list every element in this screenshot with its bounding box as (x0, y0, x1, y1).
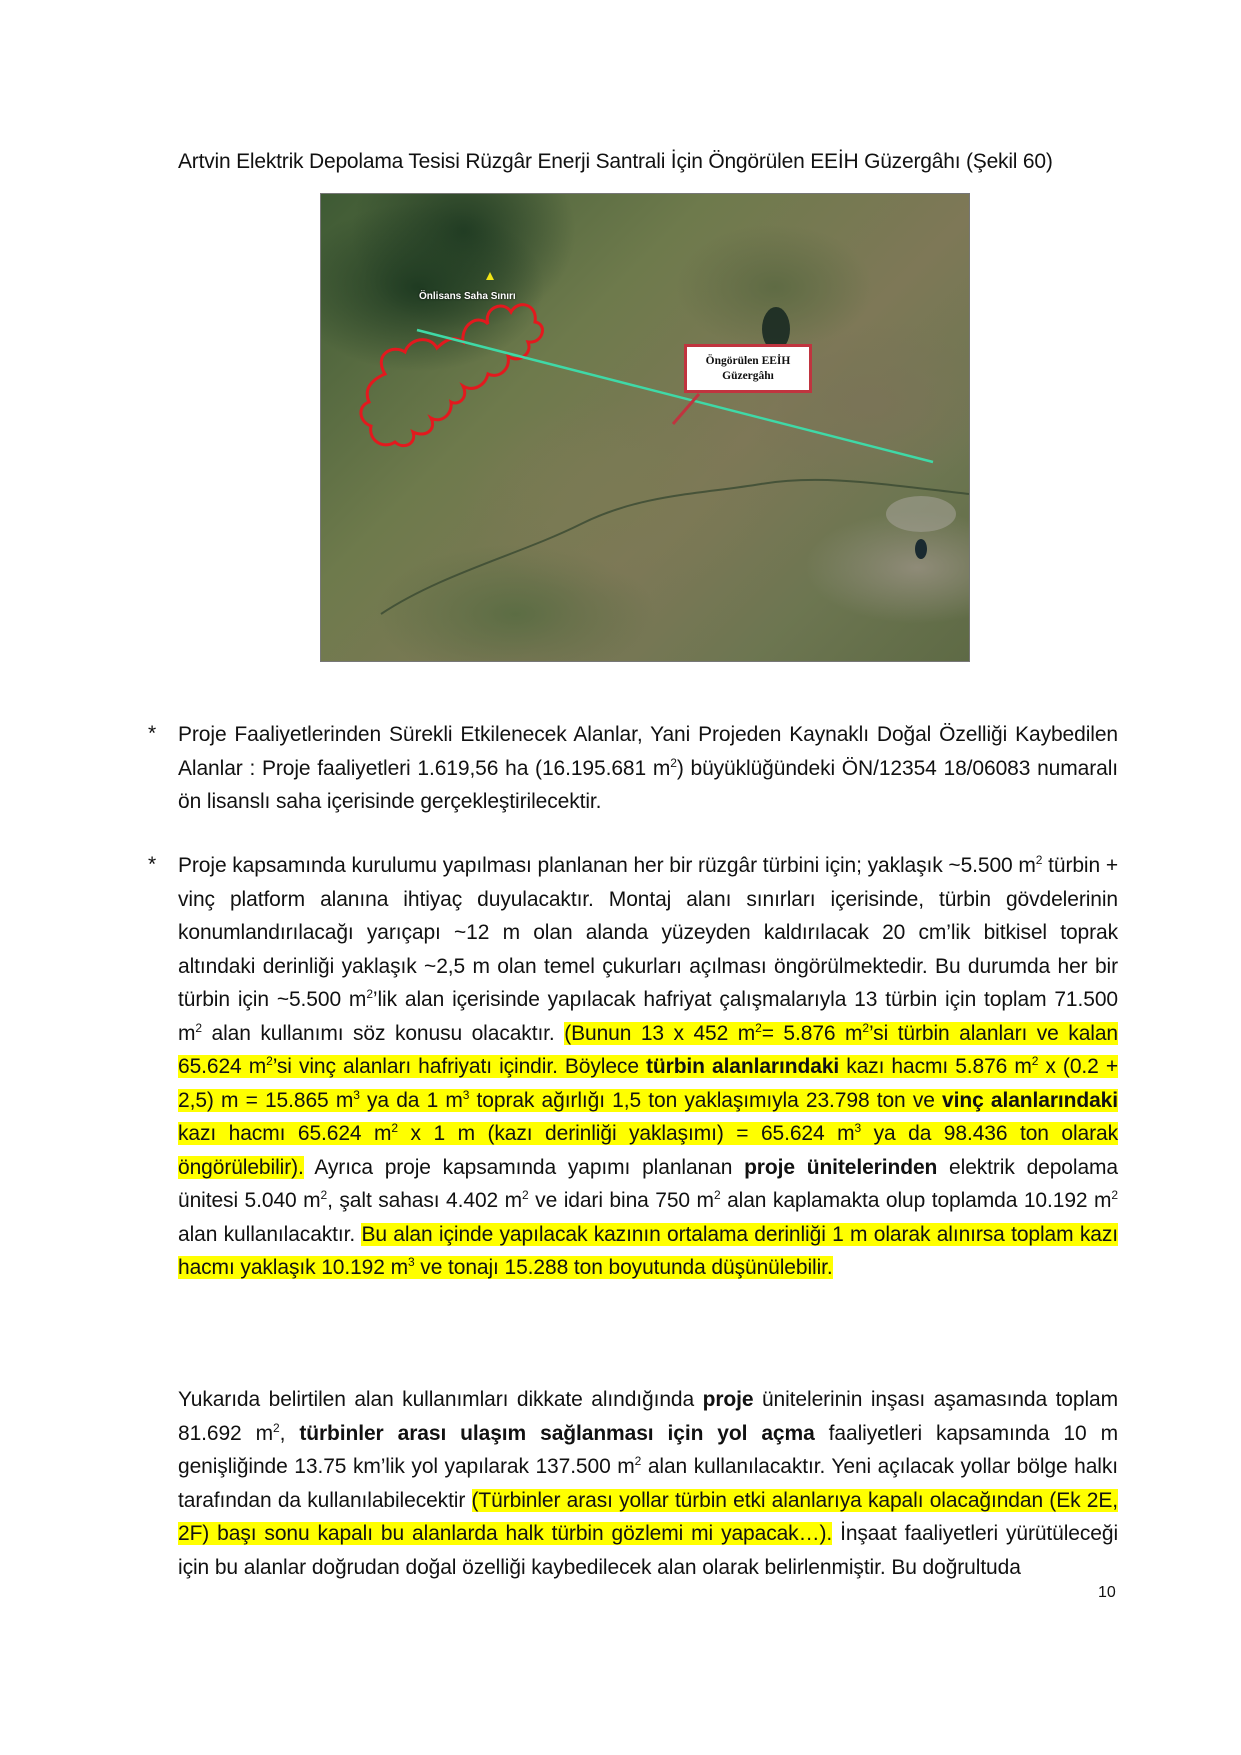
superscript: 2 (1111, 1188, 1118, 1202)
bold-text: proje (702, 1388, 754, 1411)
text-run: x 1 m (kazı derinliği yaklaşımı) = 65.624 m (398, 1122, 855, 1145)
bold-text: vinç alanlarındaki (942, 1088, 1118, 1112)
superscript: 2 (366, 987, 373, 1001)
superscript: 2 (713, 1188, 721, 1202)
superscript: 2 (862, 1020, 869, 1035)
text-run: ya da 1 m (359, 1088, 463, 1112)
superscript: 3 (407, 1255, 415, 1269)
eeih-route-line (417, 330, 933, 462)
superscript: 3 (353, 1087, 360, 1102)
text-run: (Bunun 13 x 452 m (564, 1021, 756, 1045)
superscript: 2 (195, 1020, 202, 1035)
body-paragraph (178, 1383, 1118, 1584)
bold-text: proje ünitelerinden (744, 1155, 938, 1179)
text-run: ’si türbin alanları ve kalan 65.624 m (178, 1021, 1118, 1078)
superscript: 2 (1035, 853, 1043, 867)
superscript: 2 (266, 1054, 273, 1068)
superscript: 3 (854, 1121, 862, 1135)
text-run: Proje kapsamında kurulumu yapılması planlanan her bir rüzgâr türbini için; yaklaşık ~5.500 m (178, 854, 1036, 877)
superscript: 2 (273, 1420, 280, 1435)
text-run: alan kullanılacaktır. Yeni açılacak yollar bölge halkı tarafından da kullanılabilecektir (178, 1455, 1119, 1512)
bullet-paragraph-2 (178, 849, 1118, 1285)
text-run: türbin + vinç platform alanına ihtiyaç duyulacaktır. Montaj alanı sınırları içerisinde, türbin gövdelerinin konumlandırılacağı yarıçapı ~12 m olan alanda yüzeyden kaldırılacak 20 cm’lik bitkisel toprak altındaki derinliği yaklaşık ~2,5 m olan temel çukurları açılması öngörülmektedir. Bu durumda her bir türbin için ~5.500 m (178, 854, 1118, 1011)
superscript: 2 (1031, 1054, 1039, 1068)
route-callout-box (684, 344, 812, 393)
text-run: alan kaplamakta olup toplamda 10.192 m (720, 1189, 1112, 1212)
map-overlay (321, 194, 969, 661)
superscript: 2 (755, 1020, 762, 1035)
bullet-marker: * (148, 853, 157, 876)
satellite-map-figure (320, 193, 970, 662)
highlighted-text: (Türbinler arası yollar türbin etki alanlarıya kapalı olacağından (Ek 2E, 2F) başı sonu kapalı bu alanlarda halk türbin gözlemi mi yapacak…). (178, 1488, 1118, 1545)
text-run: alan kullanımı söz konusu olacaktır. (201, 1021, 565, 1045)
superscript: 2 (670, 755, 677, 770)
text-run: toprak ağırlığı 1,5 ton yaklaşımıyla 23.798 ton ve (469, 1088, 943, 1112)
license-boundary-label: Önlisans Saha Sınırı (419, 291, 516, 302)
text-run: Proje Faaliyetlerinden Sürekli Etkilenecek Alanlar, Yani Projeden Kaynaklı Doğal Özelliği Kaybedilen Alanlar : Proje faaliyetleri 1.619,56 ha (16.195.681 m (178, 723, 1118, 780)
text-run: ve tonajı 15.288 ton boyutunda düşünülebilir. (414, 1256, 833, 1279)
bold-text: türbinler arası ulaşım sağlanması için yol açma (299, 1421, 815, 1445)
text-run: ve idari bina 750 m (528, 1189, 714, 1212)
text-run: Bu alan içinde yapılacak kazının ortalama derinliği 1 m olarak alınırsa toplam kazı hacmı yaklaşık 10.192 m (178, 1222, 1118, 1279)
text-run: = 5.876 m (761, 1021, 863, 1045)
text-run: ’si vinç alanları hafriyatı içindir. Böylece (272, 1055, 647, 1078)
text-run: İnşaat faaliyetleri yürütüleceği için bu alanlar doğrudan doğal özelliği kaybedilecek alan olarak belirlenmiştir. Bu doğrultuda (178, 1522, 1119, 1579)
text-run: x (0.2 + 2,5) m = 15.865 m (178, 1055, 1118, 1112)
text-run: , şalt sahası 4.402 m (327, 1189, 523, 1212)
superscript: 2 (522, 1188, 529, 1202)
text-run: Ayrıca proje kapsamında yapımı planlanan (303, 1155, 745, 1179)
page-number: 10 (1098, 1584, 1116, 1601)
text-run: faaliyetleri kapsamında 10 m genişliğinde 13.75 km’lik yol yapılarak 137.500 m (178, 1421, 1118, 1478)
text-run: ya da 98.436 ton olarak öngörülebilir). (178, 1122, 1118, 1179)
text-run: ’lik alan içerisinde yapılacak hafriyat çalışmalarıyla 13 türbin için toplam 71.500 m (178, 988, 1118, 1045)
license-boundary-outline (361, 305, 543, 446)
bullet-paragraph-1 (178, 718, 1118, 819)
text-run: ) büyüklüğündeki ÖN/12354 18/06083 numaralı ön lisanslı saha içerisinde gerçekleştirilecektir. (178, 756, 1118, 813)
bold-text: türbin alanlarındaki (646, 1055, 840, 1078)
superscript: 3 (462, 1087, 470, 1102)
route-callout-line1: Öngörülen EEİH (705, 355, 791, 367)
text-run: ünitelerinin inşası aşamasında toplam 81.692 m (178, 1388, 1118, 1445)
text-run: elektrik depolama ünitesi 5.040 m (178, 1155, 1119, 1212)
text-run: Yukarıda belirtilen alan kullanımları dikkate alındığında (178, 1388, 703, 1411)
text-run: alan kullanılacaktır. (178, 1222, 362, 1246)
superscript: 2 (391, 1121, 398, 1135)
superscript: 2 (320, 1188, 328, 1202)
bullet-marker: * (148, 722, 157, 745)
figure-caption: Artvin Elektrik Depolama Tesisi Rüzgâr Enerji Santrali İçin Öngörülen EEİH Güzergâhı (Şekil 60) (178, 150, 1053, 173)
route-callout-line2: Güzergâhı (722, 370, 774, 382)
superscript: 2 (634, 1454, 642, 1468)
text-run: , (279, 1421, 300, 1445)
text-run: kazı hacmı 5.876 m (839, 1055, 1032, 1078)
text-run: kazı hacmı 65.624 m (178, 1122, 392, 1145)
